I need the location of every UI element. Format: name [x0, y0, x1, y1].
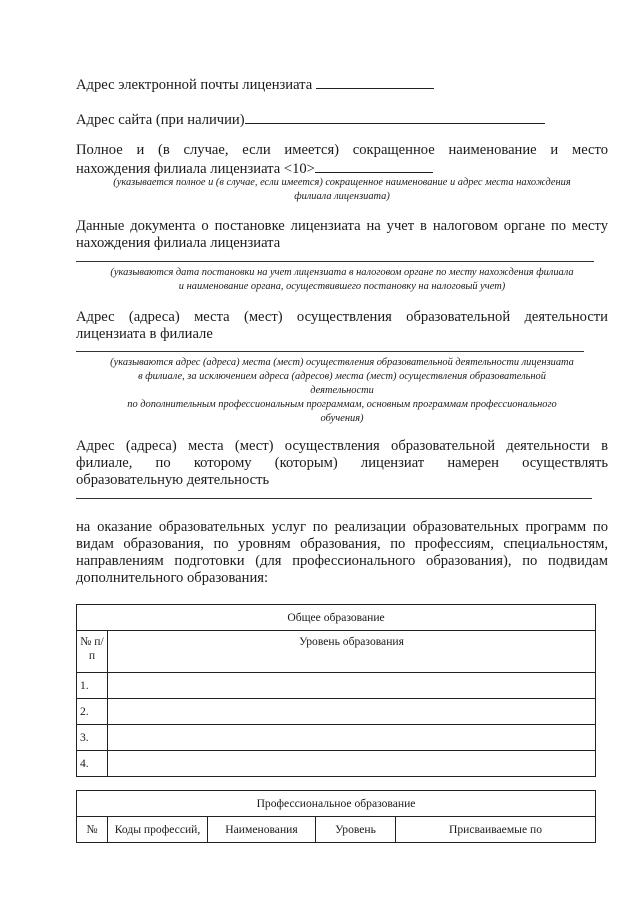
- level-cell[interactable]: [108, 725, 596, 751]
- places-blank[interactable]: [76, 351, 584, 352]
- general-col-num-header: № п/п: [77, 631, 108, 673]
- row-number: 1.: [77, 673, 108, 699]
- branch-name-blank[interactable]: [315, 159, 433, 173]
- table-row: [77, 673, 596, 699]
- general-education-table: [76, 604, 596, 777]
- branch-name-line-1: Полное и (в случае, если имеется) сокращенное наименование и место: [76, 142, 608, 158]
- tax-line-2: нахождения филиала лицензиата: [76, 235, 281, 251]
- table-row: [77, 699, 596, 725]
- branch-name-label: нахождения филиала лицензиата <10>: [76, 161, 315, 177]
- services-line-1: на оказание образовательных услуг по реализации образовательных программ по: [76, 519, 608, 535]
- places-note-4: по дополнительным профессиональным программам, основным программам профессионального: [127, 399, 557, 410]
- intended-line-1: Адрес (адреса) места (мест) осуществления образовательной деятельности в: [76, 438, 608, 454]
- row-number: 2.: [77, 699, 108, 725]
- tax-note-1: (указываются дата постановки на учет лицензиата в налоговом органе по месту нахождения филиала: [110, 267, 574, 278]
- prof-col-num-header: №: [77, 817, 108, 843]
- website-blank[interactable]: [245, 110, 545, 124]
- places-note-1: (указываются адрес (адреса) места (мест) осуществления образовательной деятельности лицензиата: [110, 357, 574, 368]
- services-line-3: направлениям подготовки (для профессионального образования), по подвидам: [76, 553, 608, 569]
- row-number: 4.: [77, 751, 108, 777]
- intended-blank[interactable]: [76, 498, 592, 499]
- intended-line-2: филиале, по которому (которым) лицензиат намерен осуществлять: [76, 455, 608, 471]
- services-line-2: видам образования, по уровням образования, по профессиям, специальностям,: [76, 536, 608, 552]
- branch-name-note-1: (указывается полное и (в случае, если имеется) сокращенное наименование и адрес места нахождения: [113, 177, 571, 188]
- general-col-level-header: Уровень образования: [108, 631, 596, 673]
- prof-col-codes-header: Коды профессий,: [108, 817, 208, 843]
- places-line-2: лицензиата в филиале: [76, 326, 213, 342]
- email-label: Адрес электронной почты лицензиата: [76, 77, 316, 93]
- places-line-1: Адрес (адреса) места (мест) осуществления образовательной деятельности: [76, 309, 608, 325]
- website-label: Адрес сайта (при наличии): [76, 112, 245, 128]
- email-row: [76, 75, 608, 94]
- tax-blank[interactable]: [76, 261, 594, 262]
- general-table-title: Общее образование: [77, 605, 596, 631]
- table-row: [77, 725, 596, 751]
- prof-col-names-header: Наименования: [208, 817, 316, 843]
- prof-col-level-header: Уровень: [316, 817, 396, 843]
- level-cell[interactable]: [108, 673, 596, 699]
- table-row: [77, 751, 596, 777]
- level-cell[interactable]: [108, 699, 596, 725]
- professional-education-table: [76, 790, 596, 843]
- prof-col-assigned-header: Присваиваемые по: [396, 817, 596, 843]
- places-note-2: в филиале, за исключением адреса (адресов) места (мест) осуществления образовательной: [138, 371, 546, 382]
- email-blank[interactable]: [316, 75, 434, 89]
- prof-table-title: Профессиональное образование: [77, 791, 596, 817]
- intended-line-3: образовательную деятельность: [76, 472, 270, 488]
- website-row: [76, 110, 608, 129]
- row-number: 3.: [77, 725, 108, 751]
- tax-note-2: и наименование органа, осуществившего постановку на налоговый учет): [178, 281, 506, 292]
- services-line-4: дополнительного образования:: [76, 570, 269, 586]
- places-note-5: обучения): [320, 413, 364, 424]
- level-cell[interactable]: [108, 751, 596, 777]
- tax-line-1: Данные документа о постановке лицензиата на учет в налоговом органе по месту: [76, 218, 608, 234]
- branch-name-note-2: филиала лицензиата): [294, 191, 390, 202]
- places-note-3: деятельности: [310, 385, 374, 396]
